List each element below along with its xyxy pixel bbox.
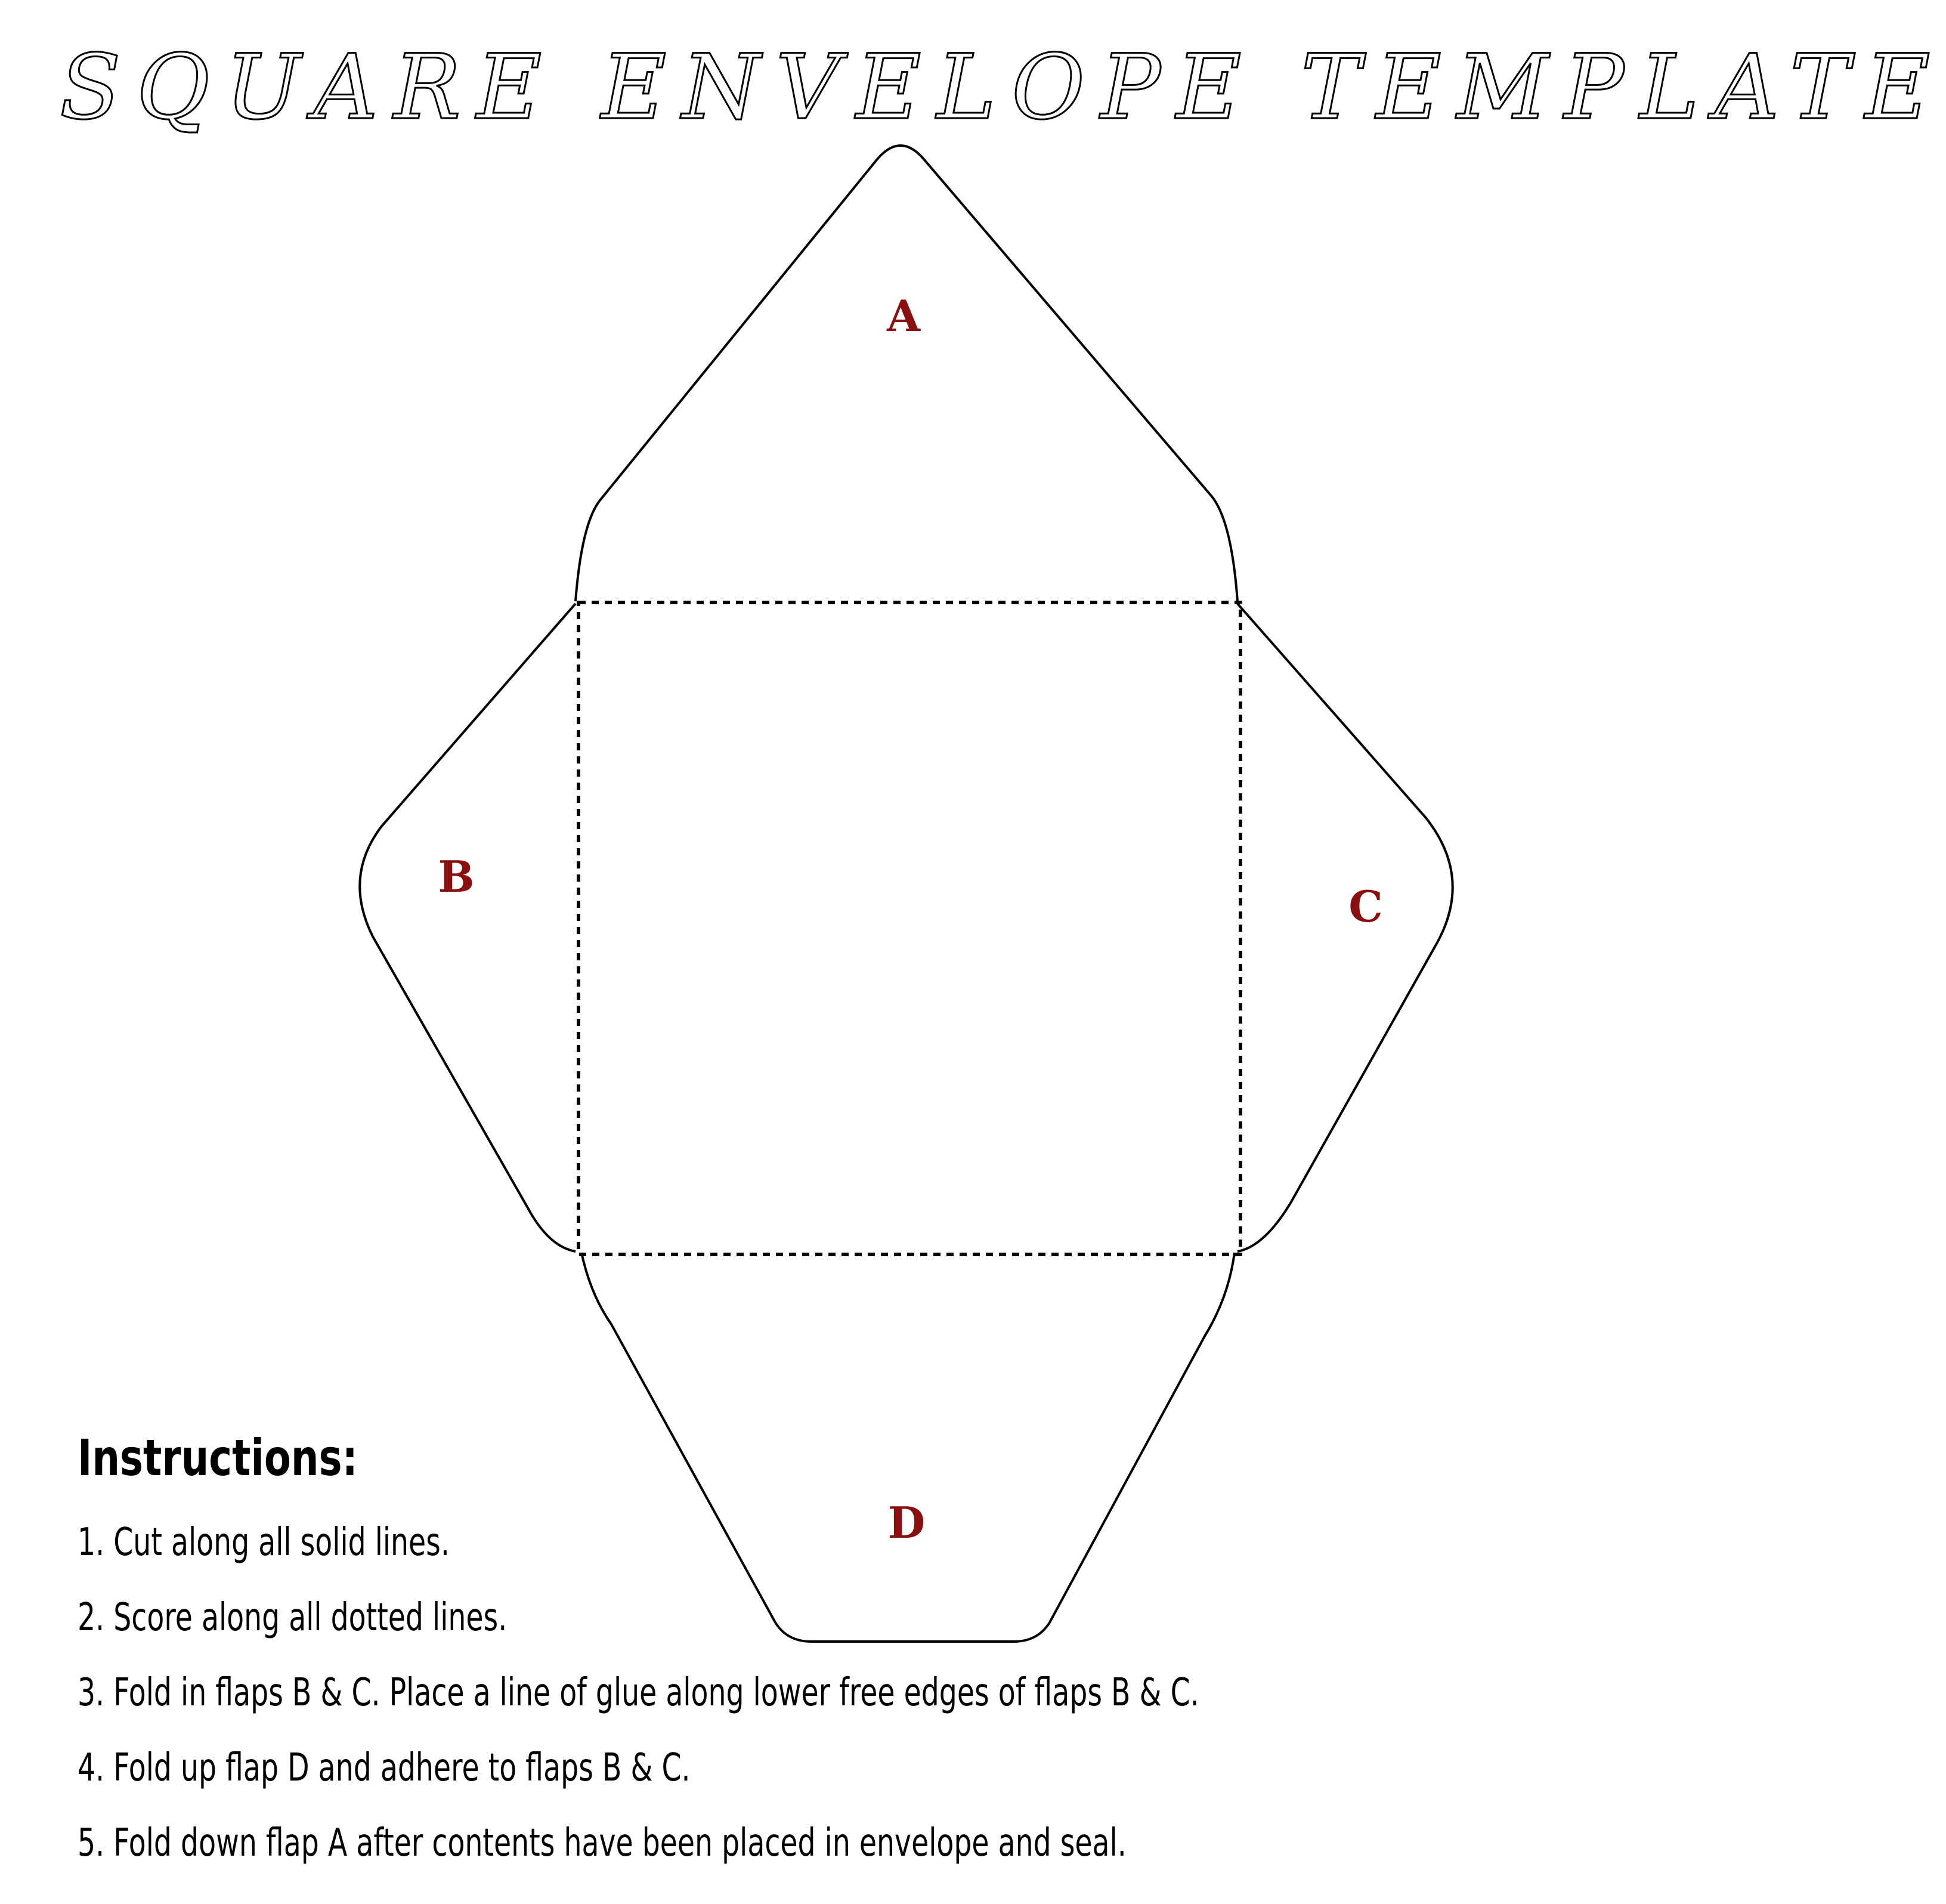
flap-b-label: B bbox=[438, 851, 475, 902]
instructions-block bbox=[78, 1429, 1594, 1881]
flap-a-label: A bbox=[887, 290, 920, 341]
instruction-step-3: 3. Fold in flaps B & C. Place a line of glue along lower free edges of flaps B & C. bbox=[78, 1671, 1199, 1715]
instruction-step-1: 1. Cut along all solid lines. bbox=[78, 1520, 450, 1565]
flap-a-outline bbox=[576, 146, 1237, 601]
instruction-step-5: 5. Fold down flap A after contents have been placed in envelope and seal. bbox=[78, 1821, 1127, 1865]
flap-d-label: D bbox=[887, 1497, 926, 1548]
page-title: SQUARE ENVELOPE TEMPLATE bbox=[60, 36, 1946, 140]
instruction-step-2: 2. Score along all dotted lines. bbox=[78, 1596, 508, 1640]
score-square bbox=[578, 602, 1240, 1254]
flap-c-label: C bbox=[1348, 881, 1383, 932]
flap-b-outline bbox=[360, 604, 576, 1251]
flap-c-outline bbox=[1237, 604, 1453, 1251]
instruction-step-4: 4. Fold up flap D and adhere to flaps B & C. bbox=[78, 1746, 691, 1790]
instructions-heading: Instructions: bbox=[78, 1429, 358, 1487]
